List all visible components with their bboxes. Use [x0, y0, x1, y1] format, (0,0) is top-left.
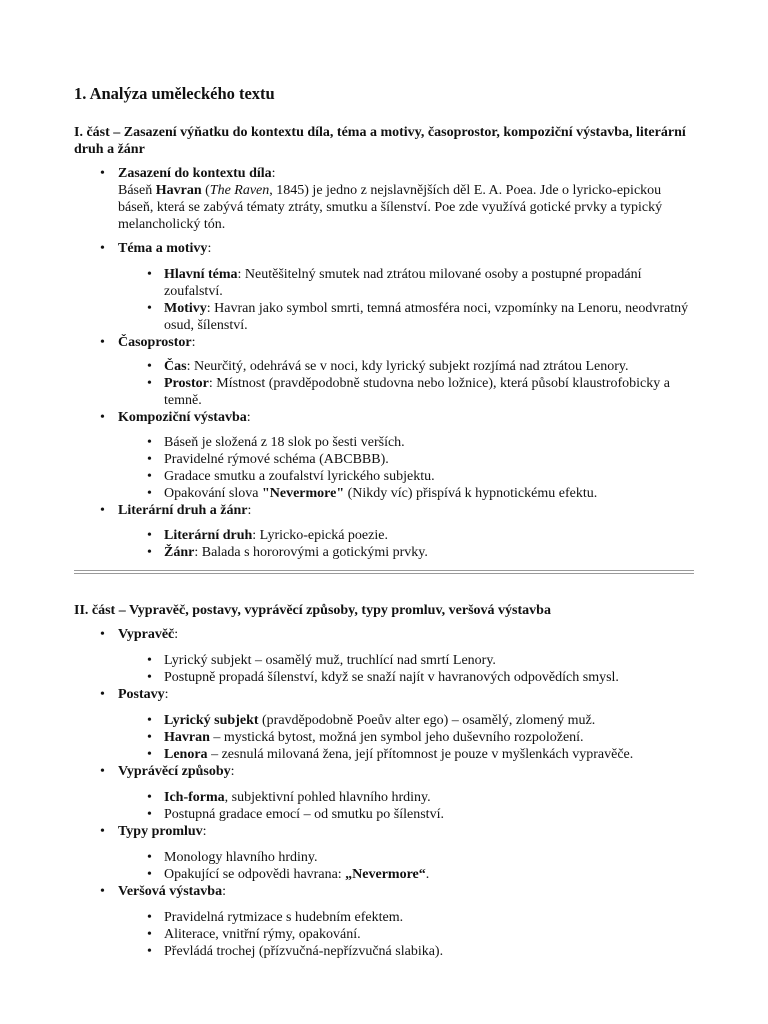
list-item — [118, 485, 700, 502]
chronotope-label: Časoprostor — [118, 335, 192, 350]
theme-label: Téma a motivy — [118, 241, 208, 256]
item-label: Ich-forma — [164, 790, 225, 805]
list-item — [118, 544, 700, 561]
list-item-speech: • Typy promluv: • Monology hlavního hrdiny. • Opakující se odpovědi havrana: „Nevermore“. — [74, 823, 700, 883]
item-label: Lenora — [164, 747, 208, 762]
context-text-2: ( — [201, 183, 210, 198]
list-item-characters: • Postavy: • Lyrický subjekt (pravděpodobně Poeův alter ego) – osamělý, zlomený muž. • Havran – mystická bytost, možná jen symbol jeho duševního rozpoložení. • Lenora – zesnulá milovaná žena, její přítomnost je pouze v myšlenkách vypravěče. — [74, 686, 700, 763]
context-label: Zasazení do kontextu díla — [118, 166, 272, 181]
list-item — [118, 866, 700, 883]
list-item-narrator: • Vypravěč: • Lyrický subjekt – osamělý muž, truchlící nad smrtí Lenory. • Postupně propadá šílenství, když se snaží najít v havranových odpovědích smysl. — [74, 626, 700, 686]
item-text: : Balada s hororovými a gotickými prvky. — [194, 545, 428, 560]
document-title: 1. Analýza uměleckého textu — [74, 84, 275, 103]
list-item-composition: • Kompoziční výstavba: • Báseň je složená z 18 slok po šesti verších. • Pravidelné rýmové schéma (ABCBBB). • Gradace smutku a zoufalství lyrického subjektu. • Opakování slova "Nevermore" (Nikdy víc) přispívá k hypnotickému efektu. — [74, 409, 700, 502]
item-text: Opakující se odpovědi havrana: — [164, 867, 346, 882]
list-item: • Převládá trochej (přízvučná-nepřízvučná slabika). — [118, 943, 700, 960]
list-item-context: • Zasazení do kontextu díla: Báseň Havran (The Raven, 1845) je jedno z nejslavnějších děl E. A. Poea. Jde o lyricko-epickou báseň, která se zabývá tématy ztráty, smutku a šílenství. Poe zde využívá gotické prvky a typický melancholický tón. — [74, 165, 700, 233]
context-text-1: Báseň — [118, 183, 156, 198]
item-label: Žánr — [164, 545, 195, 560]
item-label: Čas — [164, 359, 187, 374]
list-item — [118, 300, 700, 334]
item-text: (Nikdy víc) přispívá k hypnotickému efektu. — [344, 486, 598, 501]
list-item: • Pravidelná rytmizace s hudebním efektem. — [118, 909, 700, 926]
list-item: • Monology hlavního hrdiny. — [118, 849, 700, 866]
speech-sublist — [118, 849, 700, 883]
list-item: • Postupná gradace emocí – od smutku po šílenství. — [118, 806, 700, 823]
narration-sublist — [118, 789, 700, 823]
theme-sublist — [118, 266, 700, 334]
item-text: – mystická bytost, možná jen symbol jeho duševního rozpoložení. — [209, 730, 584, 745]
part2-list — [74, 626, 700, 960]
list-item — [118, 358, 700, 375]
item-label: Literární druh — [164, 528, 253, 543]
list-item — [118, 375, 700, 409]
original-title: The Raven — [209, 183, 270, 198]
genre-label: Literární druh a žánr — [118, 503, 248, 518]
list-item-chronotope: • Časoprostor: • Čas: Neurčitý, odehrává se v noci, kdy lyrický subjekt rozjímá nad ztrátou Lenory. • Prostor: Místnost (pravděpodobně studovna nebo ložnice), která působí klaustrofobicky a temně. — [74, 334, 700, 409]
narration-label: Vyprávěcí způsoby — [118, 764, 231, 779]
item-text: – zesnulá milovaná žena, její přítomnost je pouze v myšlenkách vypravěče. — [207, 747, 634, 762]
characters-label: Postavy — [118, 687, 165, 702]
list-item: • Lyrický subjekt – osamělý muž, truchlící nad smrtí Lenory. — [118, 652, 700, 669]
item-text: (pravděpodobně Poeův alter ego) – osamělý, zlomený muž. — [258, 713, 596, 728]
verse-sublist — [118, 909, 700, 960]
list-item: • Báseň je složená z 18 slok po šesti verších. — [118, 434, 700, 451]
item-label: Lyrický subjekt — [164, 713, 259, 728]
horizontal-rule — [74, 570, 694, 574]
characters-sublist — [118, 712, 700, 763]
list-item: • Pravidelné rýmové schéma (ABCBBB). — [118, 451, 700, 468]
item-text: : Lyricko-epická poezie. — [252, 528, 388, 543]
part1-list — [74, 165, 700, 561]
composition-sublist — [118, 434, 700, 502]
list-item — [118, 789, 700, 806]
item-label: Havran — [164, 730, 210, 745]
part2-heading: II. část – Vypravěč, postavy, vyprávěcí způsoby, typy promluv, veršová výstavba — [74, 603, 551, 618]
composition-label: Kompoziční výstavba — [118, 410, 247, 425]
item-text: : Místnost (pravděpodobně studovna nebo ložnice), která působí klaustrofobicky a temně. — [164, 376, 670, 408]
list-item — [118, 266, 700, 300]
list-item: • Gradace smutku a zoufalství lyrického subjektu. — [118, 468, 700, 485]
nevermore-word: „Nevermore“ — [345, 867, 426, 882]
part1-heading: I. část – Zasazení výňatku do kontextu díla, téma a motivy, časoprostor, kompoziční výstavba, literární druh a žánr — [74, 125, 686, 157]
speech-label: Typy promluv — [118, 824, 203, 839]
verse-label: Veršová výstavba — [118, 884, 223, 899]
narrator-label: Vypravěč — [118, 627, 175, 642]
item-text: , subjektivní pohled hlavního hrdiny. — [224, 790, 431, 805]
item-label: Prostor — [164, 376, 209, 391]
list-item — [118, 527, 700, 544]
list-item — [118, 746, 700, 763]
list-item — [118, 712, 700, 729]
item-text: : Neutěšitelný smutek nad ztrátou milované osoby a postupné propadání zoufalství. — [164, 267, 642, 299]
context-text-3: , 1845) je jedno z nejslavnějších děl E. A. Poea. Jde o lyricko-epickou báseň, která se zabývá tématy ztráty, smutku a šílenství. Poe zde využívá gotické prvky a typický melancholický tón. — [118, 183, 663, 232]
list-item-verse: • Veršová výstavba: • Pravidelná rytmizace s hudebním efektem. • Aliterace, vnitřní rýmy, opakování. • Převládá trochej (přízvučná-nepřízvučná slabika). — [74, 883, 700, 960]
genre-sublist — [118, 527, 700, 561]
list-item-narration: • Vyprávěcí způsoby: • Ich-forma, subjektivní pohled hlavního hrdiny. • Postupná gradace emocí – od smutku po šílenství. — [74, 763, 700, 823]
item-label: Motivy — [164, 301, 207, 316]
item-text: Opakování slova — [164, 486, 262, 501]
nevermore-word: "Nevermore" — [261, 486, 345, 501]
list-item — [118, 729, 700, 746]
chronotope-sublist — [118, 358, 700, 409]
poem-title: Havran — [155, 183, 202, 198]
item-text: . — [425, 867, 430, 882]
item-text: : Havran jako symbol smrti, temná atmosféra noci, vzpomínky na Lenoru, neodvratný osud, šílenství. — [164, 301, 689, 333]
item-text: : Neurčitý, odehrává se v noci, kdy lyrický subjekt rozjímá nad ztrátou Lenory. — [186, 359, 629, 374]
item-label: Hlavní téma — [164, 267, 238, 282]
narrator-sublist — [118, 652, 700, 686]
part1-section — [74, 165, 700, 561]
list-item-genre: • Literární druh a žánr: • Literární druh: Lyricko-epická poezie. • Žánr: Balada s hororovými a gotickými prvky. — [74, 502, 700, 561]
context-paragraph — [118, 182, 700, 233]
list-item-theme: • Téma a motivy: • Hlavní téma: Neutěšitelný smutek nad ztrátou milované osoby a postupné propadání zoufalství. • Motivy: Havran jako symbol smrti, temná atmosféra noci, vzpomínky na Lenoru, neodvratný osud, šílenství. — [74, 240, 700, 334]
part2-section — [74, 626, 700, 960]
list-item: • Postupně propadá šílenství, když se snaží najít v havranových odpovědích smysl. — [118, 669, 700, 686]
list-item: • Aliterace, vnitřní rýmy, opakování. — [118, 926, 700, 943]
